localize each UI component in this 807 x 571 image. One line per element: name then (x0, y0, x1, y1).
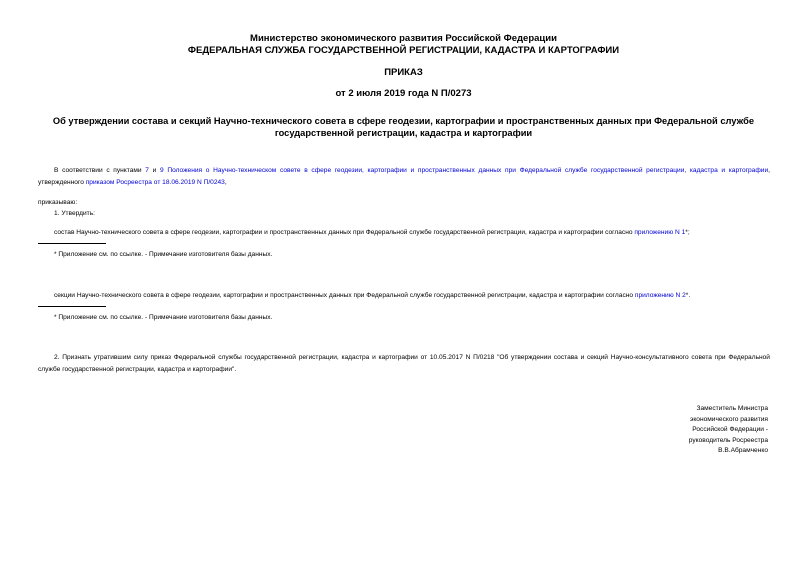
prikazyvayu-text: приказываю: (38, 199, 78, 206)
link-point-9[interactable]: 9 (159, 167, 164, 174)
document-title-line1: Об утверждении состава и секций Научно-технического совета в сфере геодезии, картографии и пространственных данных при Федеральной службе (52, 116, 755, 126)
signature-line: Заместитель Министра (696, 405, 768, 412)
item1-label: 1. Утвердить: (54, 210, 95, 217)
footnote-1: * Приложение см. по ссылке. - Примечание изготовителя базы данных. (54, 251, 273, 258)
service-heading: ФЕДЕРАЛЬНАЯ СЛУЖБА ГОСУДАРСТВЕННОЙ РЕГИСТРАЦИИ, КАДАСТРА И КАРТОГРАФИИ (187, 45, 620, 56)
item2-paragraph: 2. Признать утратившим силу приказ Федеральной службы государственной регистрации, кадастра и картографии от 10.05.2017 N П/0218 "Об утверждении состава и секций Научно-консультативного совета при Федеральной службе государственной регистрации, кадастра и картографии". (38, 354, 770, 373)
signatory-name: В.В.Абрамченко (718, 447, 768, 454)
preamble-text: , утвержденного (38, 167, 770, 186)
link-regulation[interactable]: Положения о Научно-техническом совете в сфере геодезии, картографии и пространственных данных при Федеральной службе государственной регистрации, кадастра и картографии (167, 167, 769, 174)
footnote-divider (38, 243, 106, 244)
footnote-2: * Приложение см. по ссылке. - Примечание изготовителя базы данных. (54, 314, 273, 321)
preamble-text: В соответствии с пунктами (54, 167, 146, 174)
signature-line: руководитель Росреестра (688, 436, 768, 444)
composition-text: состав Научно-технического совета в сфере геодезии, картографии и пространственных данных при Федеральной службе государственной регистрации, кадастра и картографии согласно (54, 229, 635, 236)
footnote-divider (38, 306, 106, 307)
preamble-text: , (224, 178, 227, 186)
composition-tail: *; (685, 229, 690, 236)
document-date-number: от 2 июля 2019 года N П/0273 (335, 88, 472, 99)
document-title-line2: государственной регистрации, кадастра и картографии (274, 128, 533, 138)
preamble-text: и (148, 167, 160, 174)
signature-block (689, 404, 768, 457)
composition-paragraph (54, 227, 774, 239)
signature-line: экономического развития (689, 415, 768, 423)
ministry-heading: Министерство экономического развития Российской Федерации (250, 33, 557, 44)
link-point-7[interactable]: 7 (145, 167, 149, 174)
signature-line: Российской Федерации - (692, 426, 768, 433)
document-type: ПРИКАЗ (384, 67, 423, 78)
preamble-paragraph (38, 165, 770, 188)
link-order-p0243[interactable]: приказом Росреестра от 18.06.2019 N П/0243 (85, 178, 225, 186)
sections-paragraph (54, 290, 774, 302)
sections-text: секции Научно-технического совета в сфере геодезии, картографии и пространственных данных при Федеральной службе государственной регистрации, кадастра и картографии согласно (54, 292, 635, 299)
link-appendix-1[interactable]: приложению N 1 (634, 229, 686, 236)
link-appendix-2[interactable]: приложению N 2 (634, 292, 686, 299)
sections-tail: *. (685, 292, 691, 299)
